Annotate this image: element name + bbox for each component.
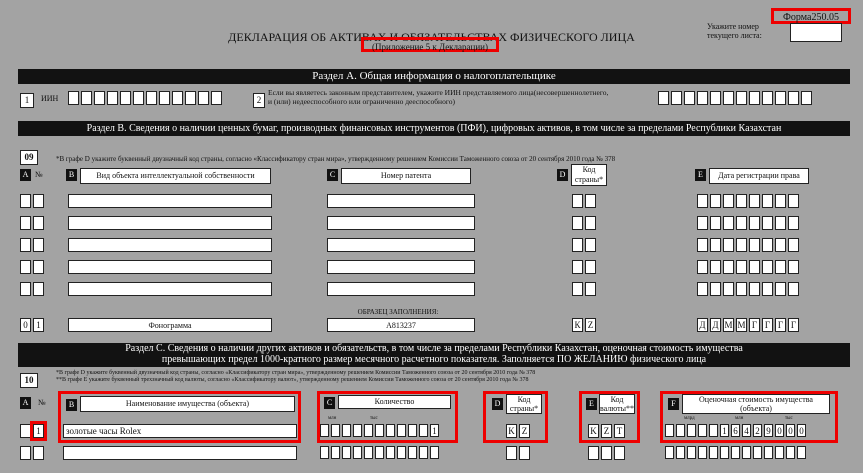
- col-c-tag: C: [327, 169, 338, 181]
- section-b-note: *В графе D укажите буквенный двузначный код страны, согласно «Классификатору стран мира», утвержденному решением Комиссии Таможенного союза от 20 сентября 2010 года № 378: [56, 155, 616, 163]
- c-row2-value[interactable]: [665, 446, 806, 459]
- c-col-e-label: Код валюты**: [600, 395, 635, 413]
- section-c-block-number: 10: [20, 373, 38, 388]
- c-row2-name[interactable]: [63, 446, 297, 460]
- c-col-d-label: Код страны*: [506, 394, 542, 414]
- representative-iin-input[interactable]: [658, 91, 812, 105]
- c-row2-country[interactable]: [506, 446, 530, 460]
- c-row1-name[interactable]: золотые часы Rolex: [63, 424, 297, 438]
- sheet-number-input[interactable]: [790, 23, 842, 42]
- section-b-block-number: 09: [20, 150, 38, 165]
- col-c-label: Номер патента: [341, 168, 471, 184]
- c-row1-value[interactable]: 1 6 4 2 9 0 0 0: [665, 424, 806, 437]
- representative-iin-label: Если вы являетесь законным представителем, укажите ИИН представляемого лица(несовершеннолетнего, и (или) недееспособного или ограниченно дееспособного): [268, 88, 609, 106]
- field-2-number: 2: [253, 93, 265, 108]
- sheet-number-label: Укажите номер текущего листа:: [707, 22, 762, 40]
- c-col-f-label: Оценочная стоимость имущества (объекта): [682, 394, 830, 414]
- col-b-tag: B: [66, 169, 77, 181]
- iin-input[interactable]: [68, 91, 222, 105]
- c-row1-number[interactable]: 1: [20, 424, 44, 438]
- col-d-label: Код страны*: [571, 164, 607, 186]
- c-row1-country[interactable]: K Z: [506, 424, 530, 438]
- section-c-note-1: *В графе D укажите буквенный двузначный код страны, согласно «Классификатору стран мира», утвержденному решением Комиссии Таможенного союза от 20 сентября 2010 года № 378: [56, 370, 536, 376]
- c-col-f-tag: F: [668, 398, 679, 410]
- c-col-a-label: №: [38, 398, 46, 407]
- sample-label: ОБРАЗЕЦ ЗАПОЛНЕНИЯ:: [357, 308, 439, 316]
- section-c-header: [18, 343, 850, 367]
- c-col-a-tag: A: [20, 397, 31, 409]
- col-b-label: Вид объекта интеллектуальной собственности: [80, 168, 271, 184]
- section-b-header: Раздел B. Сведения о наличии ценных бумаг, производных финансовых инструментов (ПФИ), цифровых активов, в том числе за пределами Республики Казахстан: [18, 121, 850, 136]
- section-c-header-line2: превышающих предел 1000-кратного размер месячного расчетного показателя. Заполняется ПО ЖЕЛАНИЮ физического лица: [161, 354, 707, 365]
- c-col-b-label: Наименование имущества (объекта): [80, 396, 295, 412]
- c-row1-quantity[interactable]: 1: [320, 424, 439, 437]
- sample-patent: А813237: [327, 318, 475, 332]
- c-col-f-sub2: млн: [735, 416, 744, 421]
- c-col-c-sub1: млн: [328, 416, 337, 421]
- section-a-header: Раздел А. Общая информация о налогоплательщике: [18, 69, 850, 84]
- sample-country: К Z: [572, 318, 596, 332]
- form-code: Форма250.05: [771, 8, 851, 24]
- c-row1-currency[interactable]: K Z T: [588, 424, 625, 438]
- section-c-note-2: **В графе E укажите буквенный трехзначный код валюты, согласно «Классификатору валют», утвержденному решением Комиссии Таможенного союза от 20 сентября 2010 года № 378: [56, 377, 529, 383]
- c-col-f-sub1: млрд: [684, 416, 695, 421]
- c-row2-currency[interactable]: [588, 446, 625, 460]
- c-col-c-sub2: тыс: [370, 416, 378, 421]
- sample-number: 0 1: [20, 318, 44, 332]
- form-subtitle: (Приложение 5 к Декларации): [361, 37, 499, 52]
- c-col-f-sub3: тыс: [785, 416, 793, 421]
- sample-date: Д Д М М Г Г Г Г: [697, 318, 799, 332]
- c-col-d-tag: D: [492, 398, 503, 410]
- c-row2-quantity[interactable]: [320, 446, 439, 459]
- c-col-b-tag: B: [66, 399, 77, 411]
- c-col-c-tag: C: [324, 397, 335, 409]
- field-1-number: 1: [20, 93, 34, 108]
- c-col-c-label: Количество: [338, 395, 451, 409]
- col-e-label: Дата регистрации права: [709, 168, 809, 184]
- form-title: ДЕКЛАРАЦИЯ ОБ АКТИВАХ И ОБЯЗАТЕЛЬСТВАХ ФИЗИЧЕСКОГО ЛИЦА: [228, 30, 635, 44]
- sample-type: Фонограмма: [68, 318, 272, 332]
- iin-label: ИИН: [41, 94, 59, 103]
- c-col-e-tag: E: [586, 398, 597, 410]
- col-a-tag: A: [20, 169, 31, 181]
- col-e-tag: E: [695, 169, 706, 181]
- col-d-tag: D: [557, 169, 568, 181]
- c-row2-number[interactable]: [20, 446, 44, 460]
- col-a-label: №: [35, 170, 43, 179]
- section-c-header-line1: Раздел С. Сведения о наличии других активов и обязательств, в том числе за пределами Республики Казахстан, оценочная стоимость имущества: [125, 343, 743, 354]
